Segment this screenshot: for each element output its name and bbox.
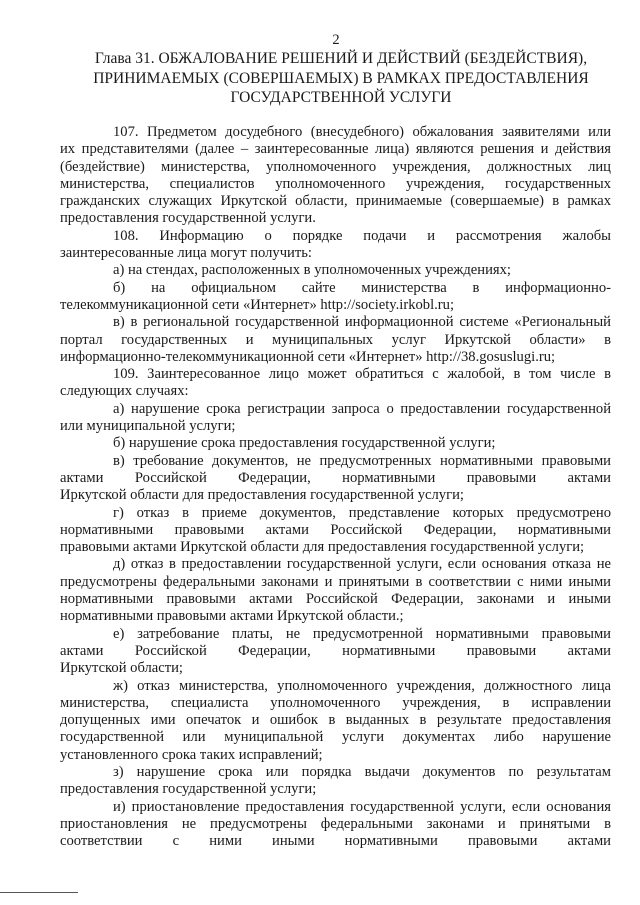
text-line: предусмотрены федеральными законами и принятыми в соответствии с ними иными — [60, 573, 611, 590]
text-line: предоставления государственной услуги; — [60, 781, 317, 798]
text-line: и) приостановление предоставления государственной услуги, если основания — [113, 798, 611, 815]
text-line: нормативными правовыми актами Иркутской области.; — [60, 608, 404, 625]
text-line: Иркутской области; — [60, 660, 183, 677]
text-line: нормативными правовыми актами Российской Федерации, нормативными — [60, 521, 611, 538]
text-line: следующих случаях: — [60, 383, 189, 400]
text-line: предоставления государственной услуги. — [60, 210, 316, 227]
text-line: в) в региональной государственной информационной системе «Региональный — [113, 314, 611, 331]
text-line: портал государственных и муниципальных услуг Иркутской области» в — [60, 331, 611, 348]
text-line: соответствии с ними иными нормативными правовыми актами — [60, 833, 611, 850]
text-line: 107. Предметом досудебного (внесудебного) обжалования заявителями или — [113, 124, 611, 140]
chapter-title-line: ПРИНИМАЕМЫХ (СОВЕРШАЕМЫХ) В РАМКАХ ПРЕДОСТАВЛЕНИЯ — [93, 69, 589, 87]
text-line: правовыми актами Иркутской области для предоставления государственной услуги; — [60, 539, 585, 556]
text-line: а) на стендах, расположенных в уполномоченных учреждениях; — [113, 262, 511, 279]
page-number: 2 — [332, 32, 340, 48]
text-line: заинтересованные лица могут получить: — [60, 245, 312, 262]
text-line: телекоммуникационной сети «Интернет» http://society.irkobl.ru; — [60, 296, 455, 313]
text-line: гражданских служащих Иркутской области, принимаемые (совершаемые) в рамках — [60, 193, 611, 210]
text-line: (бездействие) министерства, уполномоченного учреждения, должностных лиц — [60, 158, 611, 175]
text-line: актами Российской Федерации, нормативными правовыми актами — [60, 469, 611, 486]
text-line: приостановления не предусмотрены федеральными законами и принятыми в — [60, 815, 611, 832]
text-line: их представителями (далее – заинтересованные лица) являются решения и действия — [60, 141, 611, 158]
document-body — [60, 124, 611, 850]
text-line: государственной или муниципальной услуги документах либо нарушение — [60, 729, 611, 746]
text-line: допущенных ими опечаток и ошибок в выданных в результате предоставления — [60, 712, 611, 729]
text-line: 108. Информацию о порядке подачи и рассмотрения жалобы — [113, 227, 611, 244]
chapter-title-line: Глава 31. ОБЖАЛОВАНИЕ РЕШЕНИЙ И ДЕЙСТВИЙ (БЕЗДЕЙСТВИЯ), — [94, 50, 588, 67]
chapter-title-line: ГОСУДАРСТВЕННОЙ УСЛУГИ — [230, 89, 452, 106]
text-line: ж) отказ министерства, уполномоченного учреждения, должностного лица — [113, 677, 611, 694]
text-line: г) отказ в приеме документов, представление которых предусмотрено — [113, 504, 611, 521]
text-line: министерства, специалистов уполномоченного учреждения, государственных — [60, 175, 611, 192]
text-line: установленного срока таких исправлений; — [60, 746, 323, 763]
text-line: актами Российской Федерации, нормативными правовыми актами — [60, 642, 611, 659]
text-line: Иркутской области для предоставления государственной услуги; — [60, 487, 464, 504]
text-line: д) отказ в предоставлении государственной услуги, если основания отказа не — [113, 556, 611, 573]
text-line: 109. Заинтересованное лицо может обратиться с жалобой, в том числе в — [113, 366, 611, 383]
text-line: б) на официальном сайте министерства в информационно- — [113, 279, 611, 296]
text-line: министерства, специалиста уполномоченного учреждения, в исправлении — [60, 694, 611, 711]
text-line: нормативными правовыми актами Российской Федерации, законами и иными — [60, 591, 611, 608]
text-line: или муниципальной услуги; — [60, 418, 236, 435]
footer-rule — [0, 892, 78, 893]
text-line: з) нарушение срока или порядка выдачи документов по результатам — [113, 763, 611, 780]
chapter-title — [80, 49, 602, 108]
text-line: е) затребование платы, не предусмотренной нормативными правовыми — [113, 625, 611, 642]
text-line: в) требование документов, не предусмотренных нормативными правовыми — [113, 452, 611, 469]
text-line: информационно-телекоммуникационной сети «Интернет» http://38.gosuslugi.ru; — [60, 348, 556, 365]
text-line: б) нарушение срока предоставления государственной услуги; — [113, 435, 496, 452]
text-line: а) нарушение срока регистрации запроса о предоставлении государственной — [113, 400, 611, 417]
